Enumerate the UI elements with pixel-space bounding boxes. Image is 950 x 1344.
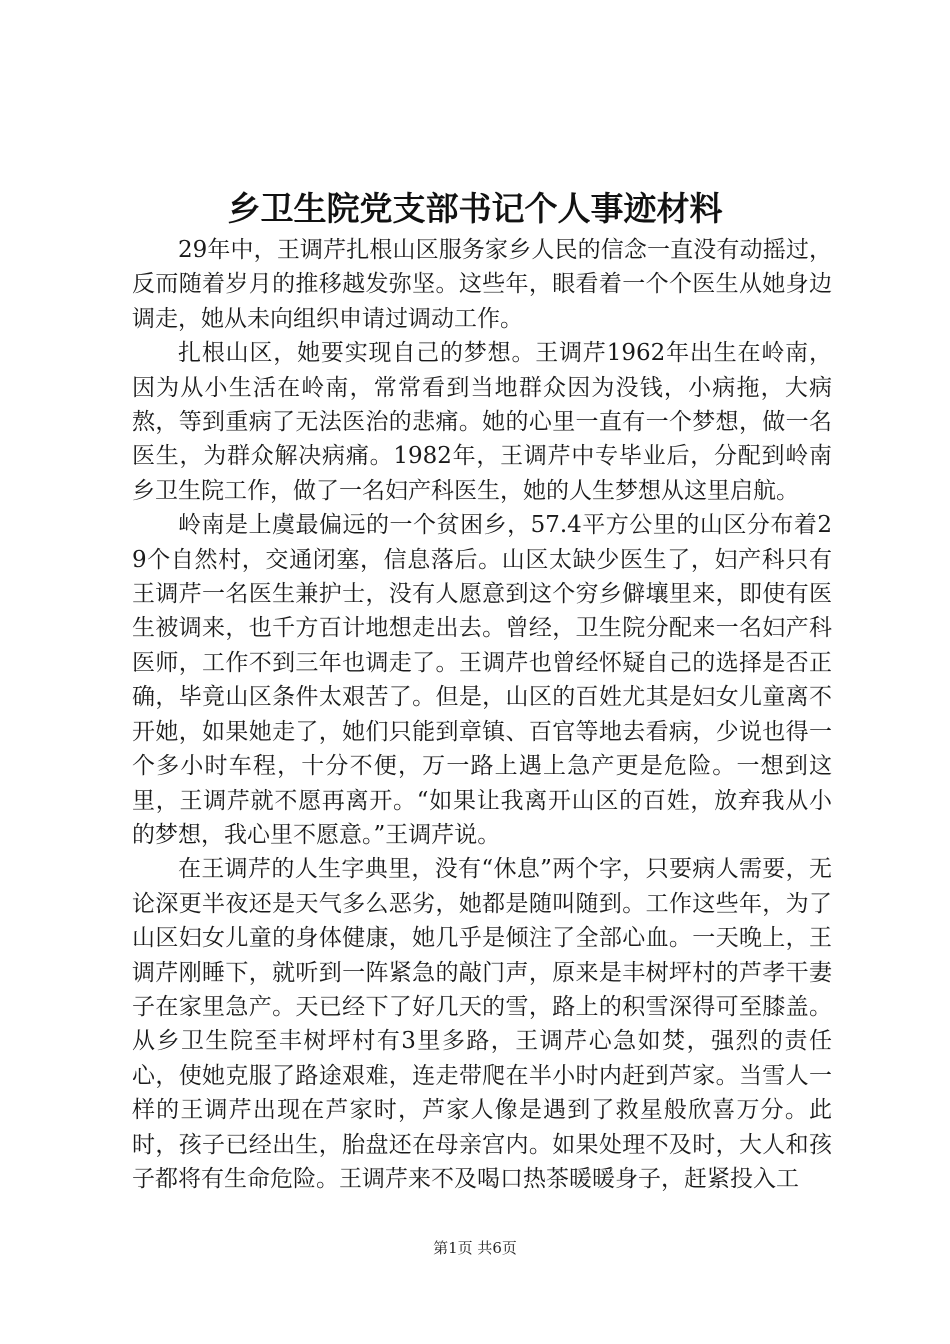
- page-number-footer: 第1页 共6页: [433, 1239, 517, 1257]
- paragraph: 扎根山区，她要实现自己的梦想。王调芹1962年出生在岭南，因为从小生活在岭南，常常看到当地群众因为没钱，小病拖，大病熬，等到重病了无法医治的悲痛。她的心里一直有一个梦想，做一名医生，为群众解决病痛。1982年，王调芹中专毕业后，分配到岭南乡卫生院工作，做了一名妇产科医生，她的人生梦想从这里启航。: [132, 340, 832, 504]
- document-title: 乡卫生院党支部书记个人事迹材料: [227, 189, 723, 228]
- paragraph: 在王调芹的人生字典里，没有“休息”两个字，只要病人需要，无论深更半夜还是天气多么恶劣，她都是随叫随到。工作这些年，为了山区妇女儿童的身体健康，她几乎是倾注了全部心血。一天晚上，王调芹刚睡下，就听到一阵紧急的敲门声，原来是丰树坪村的芦孝干妻子在家里急产。天已经下了好几天的雪，路上的积雪深得可至膝盖。从乡卫生院至丰树坪村有3里多路，王调芹心急如焚，强烈的责任心，使她克服了路途艰难，连走带爬在半小时内赶到芦家。当雪人一样的王调芹出现在芦家时，芦家人像是遇到了救星般欣喜万分。此时，孩子已经出生，胎盘还在母亲宫内。如果处理不及时，大人和孩子都将有生命危险。王调芹来不及喝口热茶暖暖身子，赶紧投入工: [132, 856, 832, 1192]
- paragraph: 29年中，王调芹扎根山区服务家乡人民的信念一直没有动摇过，反而随着岁月的推移越发弥坚。这些年，眼看着一个个医生从她身边调走，她从未向组织申请过调动工作。: [132, 237, 832, 332]
- paragraph: 岭南是上虞最偏远的一个贫困乡，57.4平方公里的山区分布着29个自然村，交通闭塞，信息落后。山区太缺少医生了，妇产科只有王调芹一名医生兼护士，没有人愿意到这个穷乡僻壤里来，即使有医生被调来，也千方百计地想走出去。曾经，卫生院分配来一名妇产科医师，工作不到三年也调走了。王调芹也曾经怀疑自己的选择是否正确，毕竟山区条件太艰苦了。但是，山区的百姓尤其是妇女儿童离不开她，如果她走了，她们只能到章镇、百官等地去看病，少说也得一个多小时车程，十分不便，万一路上遇上急产更是危险。一想到这里，王调芹就不愿再离开。“如果让我离开山区的百姓，放弃我从小的梦想，我心里不愿意。”王调芹说。: [132, 512, 832, 848]
- document-body: [132, 233, 832, 1196]
